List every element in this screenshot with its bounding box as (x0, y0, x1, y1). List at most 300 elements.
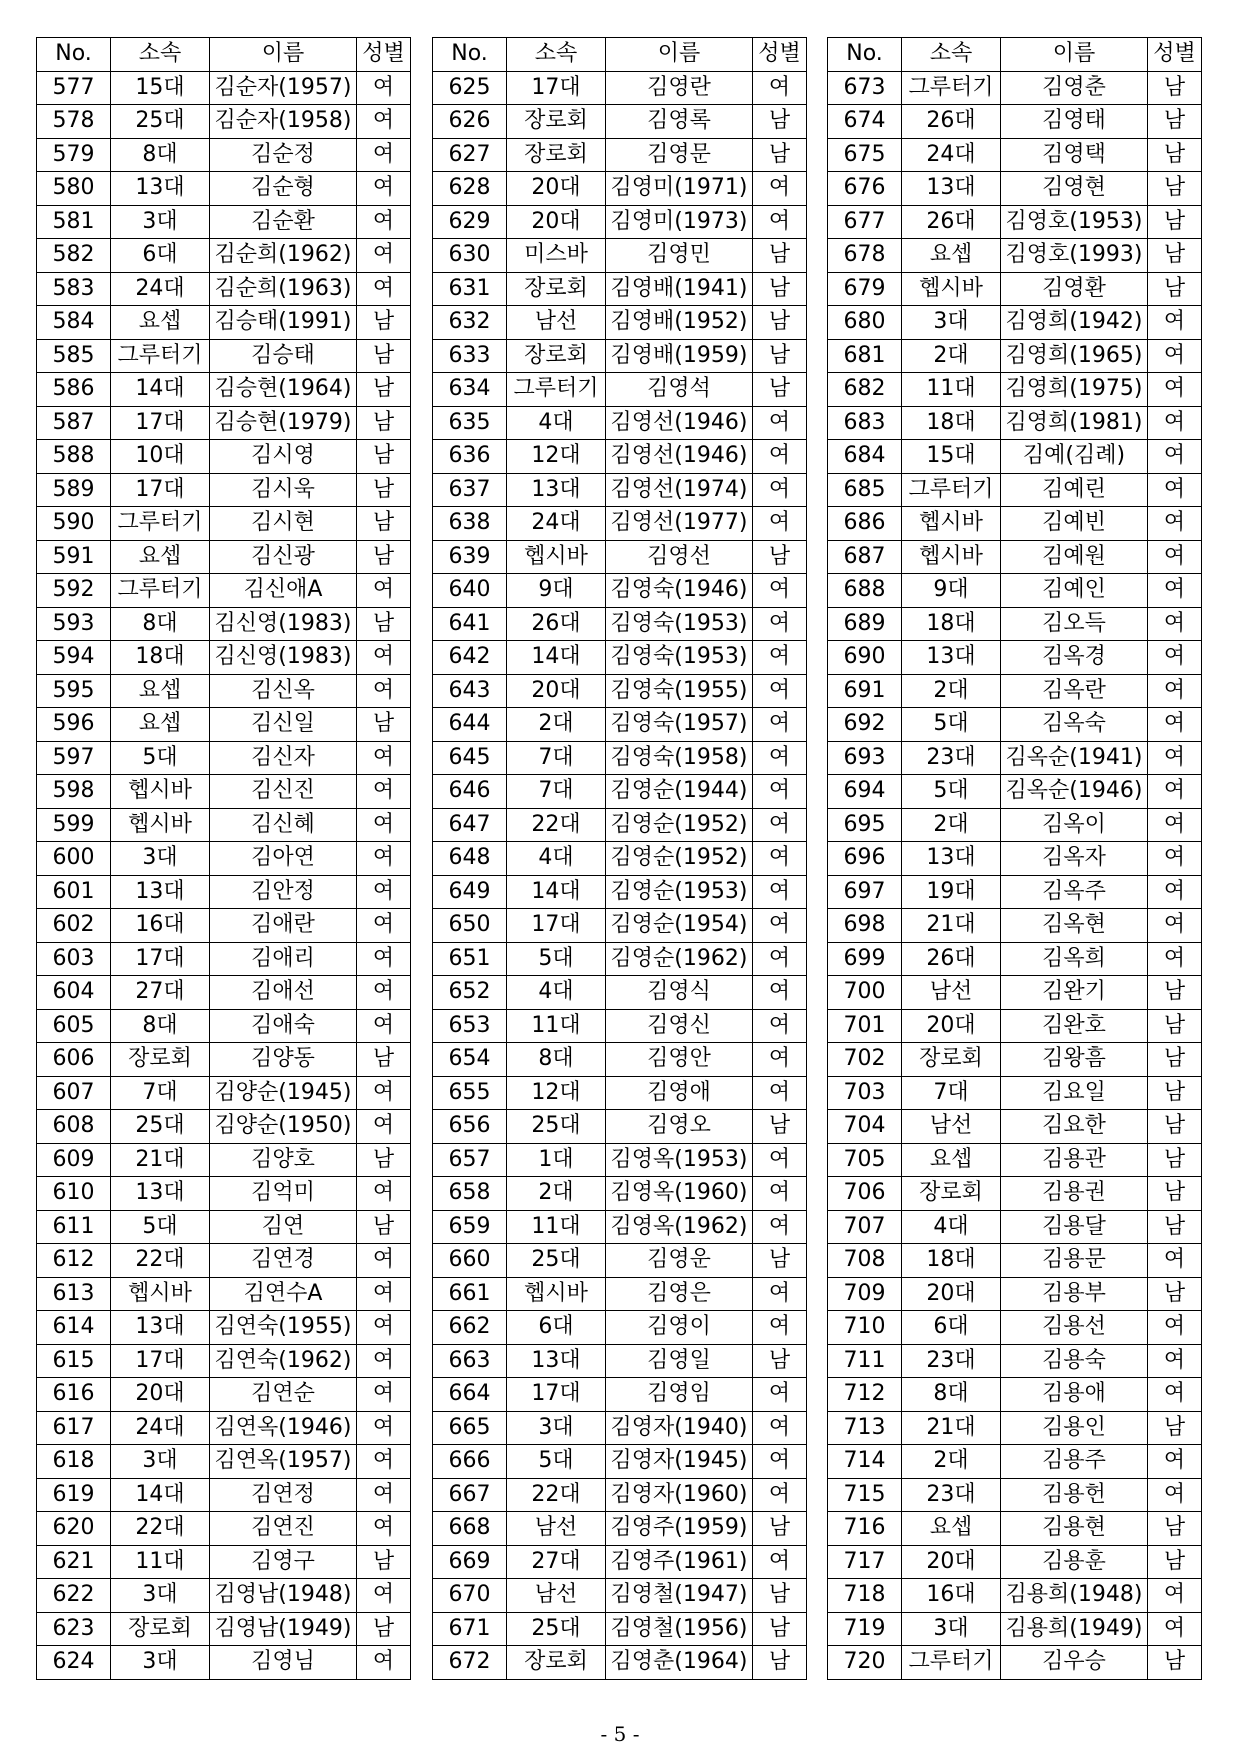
cell-affiliation: 15대 (111, 71, 210, 105)
cell-no: 712 (828, 1378, 902, 1412)
cell-no: 582 (37, 239, 111, 273)
cell-no: 580 (37, 172, 111, 206)
cell-name: 김영배(1959) (606, 339, 753, 373)
cell-gender: 여 (753, 1445, 807, 1479)
cell-gender: 여 (357, 205, 411, 239)
cell-name: 김영춘(1964) (606, 1646, 753, 1680)
cell-gender: 남 (1148, 1110, 1202, 1144)
cell-gender: 여 (1148, 607, 1202, 641)
cell-no: 613 (37, 1277, 111, 1311)
cell-gender: 여 (753, 1043, 807, 1077)
table-row (828, 1378, 1202, 1412)
cell-name: 김영선(1974) (606, 473, 753, 507)
table-row (37, 708, 411, 742)
cell-gender: 여 (357, 1646, 411, 1680)
cell-no: 615 (37, 1344, 111, 1378)
cell-affiliation: 장로회 (111, 1612, 210, 1646)
table-row (828, 306, 1202, 340)
cell-no: 675 (828, 138, 902, 172)
table-row (37, 306, 411, 340)
cell-name: 김연진 (210, 1512, 357, 1546)
cell-gender: 여 (1148, 406, 1202, 440)
cell-gender: 남 (357, 507, 411, 541)
cell-gender: 여 (753, 1378, 807, 1412)
cell-gender: 남 (1148, 1277, 1202, 1311)
cell-affiliation: 2대 (507, 708, 606, 742)
cell-no: 685 (828, 473, 902, 507)
cell-no: 672 (433, 1646, 507, 1680)
cell-name: 김영선(1946) (606, 440, 753, 474)
cell-no: 619 (37, 1478, 111, 1512)
cell-gender: 남 (357, 1143, 411, 1177)
table-row (433, 540, 807, 574)
cell-affiliation: 그루터기 (111, 339, 210, 373)
cell-affiliation: 3대 (111, 1579, 210, 1613)
cell-no: 698 (828, 909, 902, 943)
cell-gender: 남 (357, 306, 411, 340)
cell-affiliation: 6대 (111, 239, 210, 273)
table-row (828, 909, 1202, 943)
table-row (37, 808, 411, 842)
cell-gender: 남 (753, 306, 807, 340)
table-row (37, 1244, 411, 1278)
cell-affiliation: 헵시바 (902, 507, 1001, 541)
cell-name: 김신애A (210, 574, 357, 608)
cell-affiliation: 장로회 (507, 138, 606, 172)
cell-affiliation: 14대 (507, 641, 606, 675)
cell-gender: 여 (357, 574, 411, 608)
cell-no: 664 (433, 1378, 507, 1412)
cell-affiliation: 장로회 (902, 1043, 1001, 1077)
cell-gender: 여 (357, 1311, 411, 1345)
cell-gender: 여 (357, 1512, 411, 1546)
cell-name: 김요한 (1001, 1110, 1148, 1144)
cell-no: 607 (37, 1076, 111, 1110)
cell-no: 711 (828, 1344, 902, 1378)
cell-gender: 여 (357, 875, 411, 909)
cell-name: 김영민 (606, 239, 753, 273)
table-row (433, 373, 807, 407)
cell-gender: 여 (357, 1411, 411, 1445)
table-row (828, 540, 1202, 574)
cell-no: 647 (433, 808, 507, 842)
cell-no: 622 (37, 1579, 111, 1613)
cell-no: 677 (828, 205, 902, 239)
cell-affiliation: 장로회 (507, 1646, 606, 1680)
cell-gender: 여 (753, 708, 807, 742)
cell-name: 김시현 (210, 507, 357, 541)
cell-affiliation: 헵시바 (902, 272, 1001, 306)
cell-gender: 남 (357, 373, 411, 407)
cell-name: 김용부 (1001, 1277, 1148, 1311)
cell-affiliation: 2대 (902, 808, 1001, 842)
cell-no: 706 (828, 1177, 902, 1211)
cell-name: 김영순(1953) (606, 875, 753, 909)
table-row (828, 71, 1202, 105)
cell-name: 김영자(1940) (606, 1411, 753, 1445)
cell-gender: 여 (357, 1009, 411, 1043)
cell-gender: 남 (1148, 1512, 1202, 1546)
cell-affiliation: 14대 (111, 373, 210, 407)
table-row (433, 1612, 807, 1646)
cell-affiliation: 13대 (111, 1311, 210, 1345)
cell-no: 594 (37, 641, 111, 675)
header-gender: 성별 (753, 38, 807, 72)
cell-affiliation: 남선 (507, 1512, 606, 1546)
cell-gender: 여 (357, 1110, 411, 1144)
cell-no: 579 (37, 138, 111, 172)
cell-name: 김영미(1971) (606, 172, 753, 206)
cell-affiliation: 13대 (111, 1177, 210, 1211)
cell-no: 703 (828, 1076, 902, 1110)
cell-gender: 여 (357, 105, 411, 139)
cell-name: 김영자(1960) (606, 1478, 753, 1512)
table-row (37, 1311, 411, 1345)
cell-no: 697 (828, 875, 902, 909)
cell-name: 김신진 (210, 775, 357, 809)
cell-affiliation: 25대 (507, 1110, 606, 1144)
cell-gender: 여 (1148, 440, 1202, 474)
cell-no: 627 (433, 138, 507, 172)
cell-gender: 여 (753, 1411, 807, 1445)
table-row (37, 373, 411, 407)
cell-no: 641 (433, 607, 507, 641)
cell-no: 628 (433, 172, 507, 206)
cell-name: 김영희(1981) (1001, 406, 1148, 440)
cell-gender: 여 (357, 1177, 411, 1211)
cell-affiliation: 4대 (507, 406, 606, 440)
cell-gender: 여 (753, 674, 807, 708)
cell-name: 김영순(1962) (606, 942, 753, 976)
cell-affiliation: 20대 (902, 1545, 1001, 1579)
cell-no: 624 (37, 1646, 111, 1680)
cell-name: 김영신 (606, 1009, 753, 1043)
cell-affiliation: 1대 (507, 1143, 606, 1177)
cell-affiliation: 20대 (507, 205, 606, 239)
cell-name: 김영숙(1955) (606, 674, 753, 708)
cell-gender: 남 (357, 1612, 411, 1646)
cell-affiliation: 13대 (111, 875, 210, 909)
cell-gender: 남 (1148, 976, 1202, 1010)
cell-gender: 여 (1148, 1445, 1202, 1479)
cell-affiliation: 8대 (111, 1009, 210, 1043)
cell-no: 673 (828, 71, 902, 105)
table-row (37, 909, 411, 943)
cell-affiliation: 12대 (507, 1076, 606, 1110)
table-row (828, 1512, 1202, 1546)
cell-name: 김완호 (1001, 1009, 1148, 1043)
cell-gender: 남 (357, 440, 411, 474)
cell-no: 608 (37, 1110, 111, 1144)
table-row (37, 1612, 411, 1646)
cell-gender: 여 (753, 842, 807, 876)
cell-gender: 남 (1148, 1545, 1202, 1579)
table-row (37, 1110, 411, 1144)
cell-gender: 여 (357, 976, 411, 1010)
table-row (828, 1445, 1202, 1479)
cell-no: 690 (828, 641, 902, 675)
cell-gender: 여 (1148, 1344, 1202, 1378)
table-row (828, 138, 1202, 172)
cell-no: 618 (37, 1445, 111, 1479)
cell-no: 701 (828, 1009, 902, 1043)
cell-gender: 남 (357, 1043, 411, 1077)
cell-no: 678 (828, 239, 902, 273)
cell-no: 648 (433, 842, 507, 876)
cell-name: 김영주(1961) (606, 1545, 753, 1579)
cell-name: 김영숙(1946) (606, 574, 753, 608)
cell-no: 633 (433, 339, 507, 373)
cell-no: 583 (37, 272, 111, 306)
cell-gender: 여 (753, 574, 807, 608)
cell-affiliation: 장로회 (507, 272, 606, 306)
cell-affiliation: 7대 (507, 741, 606, 775)
cell-name: 김영희(1975) (1001, 373, 1148, 407)
cell-gender: 여 (357, 1344, 411, 1378)
cell-gender: 여 (357, 172, 411, 206)
cell-name: 김옥순(1941) (1001, 741, 1148, 775)
table-row (433, 1344, 807, 1378)
cell-gender: 여 (1148, 373, 1202, 407)
cell-gender: 여 (357, 641, 411, 675)
cell-name: 김용현 (1001, 1512, 1148, 1546)
cell-affiliation: 11대 (507, 1009, 606, 1043)
cell-no: 604 (37, 976, 111, 1010)
table-row (828, 172, 1202, 206)
cell-gender: 여 (357, 1076, 411, 1110)
cell-affiliation: 3대 (902, 1612, 1001, 1646)
cell-no: 682 (828, 373, 902, 407)
cell-affiliation: 11대 (507, 1210, 606, 1244)
cell-no: 602 (37, 909, 111, 943)
cell-no: 718 (828, 1579, 902, 1613)
cell-name: 김연 (210, 1210, 357, 1244)
table-row (828, 507, 1202, 541)
cell-gender: 남 (1148, 1210, 1202, 1244)
cell-affiliation: 17대 (111, 406, 210, 440)
cell-affiliation: 21대 (902, 909, 1001, 943)
cell-affiliation: 5대 (111, 1210, 210, 1244)
cell-affiliation: 남선 (902, 1110, 1001, 1144)
cell-affiliation: 5대 (902, 775, 1001, 809)
cell-name: 김영운 (606, 1244, 753, 1278)
cell-gender: 남 (1148, 272, 1202, 306)
table-row (828, 1210, 1202, 1244)
cell-name: 김영식 (606, 976, 753, 1010)
cell-gender: 여 (357, 741, 411, 775)
cell-no: 620 (37, 1512, 111, 1546)
cell-name: 김용선 (1001, 1311, 1148, 1345)
cell-affiliation: 7대 (902, 1076, 1001, 1110)
cell-no: 660 (433, 1244, 507, 1278)
cell-gender: 남 (753, 540, 807, 574)
cell-gender: 여 (753, 1076, 807, 1110)
table-row (37, 71, 411, 105)
cell-affiliation: 13대 (507, 473, 606, 507)
cell-affiliation: 16대 (902, 1579, 1001, 1613)
cell-gender: 남 (1148, 105, 1202, 139)
table-row (37, 507, 411, 541)
cell-no: 587 (37, 406, 111, 440)
cell-gender: 여 (1148, 1378, 1202, 1412)
header-name: 이름 (210, 38, 357, 72)
cell-affiliation: 3대 (111, 1445, 210, 1479)
cell-affiliation: 그루터기 (902, 473, 1001, 507)
table-row (828, 1311, 1202, 1345)
cell-name: 김순자(1958) (210, 105, 357, 139)
cell-name: 김용헌 (1001, 1478, 1148, 1512)
cell-gender: 여 (753, 1478, 807, 1512)
cell-no: 650 (433, 909, 507, 943)
cell-affiliation: 18대 (902, 607, 1001, 641)
cell-gender: 남 (1148, 1411, 1202, 1445)
cell-gender: 여 (357, 842, 411, 876)
cell-name: 김용애 (1001, 1378, 1148, 1412)
cell-name: 김용달 (1001, 1210, 1148, 1244)
cell-gender: 여 (753, 406, 807, 440)
cell-gender: 남 (357, 406, 411, 440)
cell-no: 688 (828, 574, 902, 608)
table-row (433, 272, 807, 306)
cell-name: 김신자 (210, 741, 357, 775)
cell-affiliation: 20대 (902, 1009, 1001, 1043)
cell-name: 김용권 (1001, 1177, 1148, 1211)
cell-affiliation: 8대 (507, 1043, 606, 1077)
cell-gender: 남 (357, 1210, 411, 1244)
cell-name: 김영남(1949) (210, 1612, 357, 1646)
cell-affiliation: 18대 (902, 1244, 1001, 1278)
cell-gender: 여 (357, 138, 411, 172)
cell-affiliation: 그루터기 (111, 507, 210, 541)
table-row (828, 942, 1202, 976)
cell-affiliation: 그루터기 (111, 574, 210, 608)
cell-no: 596 (37, 708, 111, 742)
cell-no: 719 (828, 1612, 902, 1646)
table-row (828, 641, 1202, 675)
cell-affiliation: 3대 (111, 1646, 210, 1680)
cell-no: 659 (433, 1210, 507, 1244)
cell-name: 김영애 (606, 1076, 753, 1110)
table-row (828, 1545, 1202, 1579)
cell-gender: 여 (753, 875, 807, 909)
cell-affiliation: 9대 (507, 574, 606, 608)
cell-affiliation: 26대 (507, 607, 606, 641)
cell-name: 김옥이 (1001, 808, 1148, 842)
cell-affiliation: 25대 (111, 1110, 210, 1144)
cell-affiliation: 25대 (111, 105, 210, 139)
table-row (433, 172, 807, 206)
cell-affiliation: 헵시바 (111, 808, 210, 842)
cell-affiliation: 7대 (111, 1076, 210, 1110)
cell-affiliation: 요셉 (902, 1512, 1001, 1546)
cell-name: 김연숙(1955) (210, 1311, 357, 1345)
cell-no: 643 (433, 674, 507, 708)
cell-affiliation: 24대 (902, 138, 1001, 172)
cell-name: 김용훈 (1001, 1545, 1148, 1579)
cell-no: 715 (828, 1478, 902, 1512)
table-row (828, 1579, 1202, 1613)
table-row (433, 1210, 807, 1244)
cell-gender: 여 (1148, 875, 1202, 909)
table-row (433, 1143, 807, 1177)
table-row (828, 674, 1202, 708)
header-row (37, 38, 411, 72)
cell-name: 김영자(1945) (606, 1445, 753, 1479)
header-affiliation: 소속 (902, 38, 1001, 72)
cell-name: 김영남(1948) (210, 1579, 357, 1613)
table-row (828, 339, 1202, 373)
header-affiliation: 소속 (111, 38, 210, 72)
cell-name: 김용희(1949) (1001, 1612, 1148, 1646)
cell-name: 김영택 (1001, 138, 1148, 172)
cell-no: 657 (433, 1143, 507, 1177)
cell-no: 626 (433, 105, 507, 139)
cell-name: 김양호 (210, 1143, 357, 1177)
table-row (37, 1143, 411, 1177)
cell-no: 693 (828, 741, 902, 775)
cell-no: 634 (433, 373, 507, 407)
cell-no: 595 (37, 674, 111, 708)
table-row (828, 1076, 1202, 1110)
table-row (828, 708, 1202, 742)
cell-name: 김예원 (1001, 540, 1148, 574)
cell-no: 640 (433, 574, 507, 608)
table-row (828, 1344, 1202, 1378)
table-row (37, 1378, 411, 1412)
cell-no: 684 (828, 440, 902, 474)
table-row (828, 607, 1202, 641)
cell-name: 김영주(1959) (606, 1512, 753, 1546)
cell-gender: 여 (357, 272, 411, 306)
cell-no: 645 (433, 741, 507, 775)
cell-gender: 여 (357, 808, 411, 842)
table-row (37, 1411, 411, 1445)
table-row (37, 406, 411, 440)
cell-no: 631 (433, 272, 507, 306)
cell-affiliation: 그루터기 (902, 71, 1001, 105)
cell-no: 687 (828, 540, 902, 574)
cell-name: 김영춘 (1001, 71, 1148, 105)
table-row (433, 1311, 807, 1345)
cell-name: 김영옥(1960) (606, 1177, 753, 1211)
table-row (37, 1478, 411, 1512)
cell-no: 592 (37, 574, 111, 608)
cell-name: 김영록 (606, 105, 753, 139)
cell-gender: 남 (1148, 1143, 1202, 1177)
cell-affiliation: 요셉 (902, 1143, 1001, 1177)
header-gender: 성별 (1148, 38, 1202, 72)
cell-no: 614 (37, 1311, 111, 1345)
table-row (828, 473, 1202, 507)
cell-name: 김승현(1979) (210, 406, 357, 440)
cell-affiliation: 25대 (507, 1244, 606, 1278)
cell-no: 605 (37, 1009, 111, 1043)
cell-affiliation: 22대 (111, 1244, 210, 1278)
cell-gender: 남 (753, 138, 807, 172)
cell-gender: 여 (357, 942, 411, 976)
cell-affiliation: 20대 (507, 674, 606, 708)
table-row (433, 574, 807, 608)
cell-name: 김신광 (210, 540, 357, 574)
table-row (433, 1411, 807, 1445)
cell-name: 김안정 (210, 875, 357, 909)
cell-no: 670 (433, 1579, 507, 1613)
cell-affiliation: 헵시바 (111, 1277, 210, 1311)
table-row (433, 1277, 807, 1311)
cell-name: 김영순(1944) (606, 775, 753, 809)
table-row (828, 1411, 1202, 1445)
cell-name: 김영철(1956) (606, 1612, 753, 1646)
